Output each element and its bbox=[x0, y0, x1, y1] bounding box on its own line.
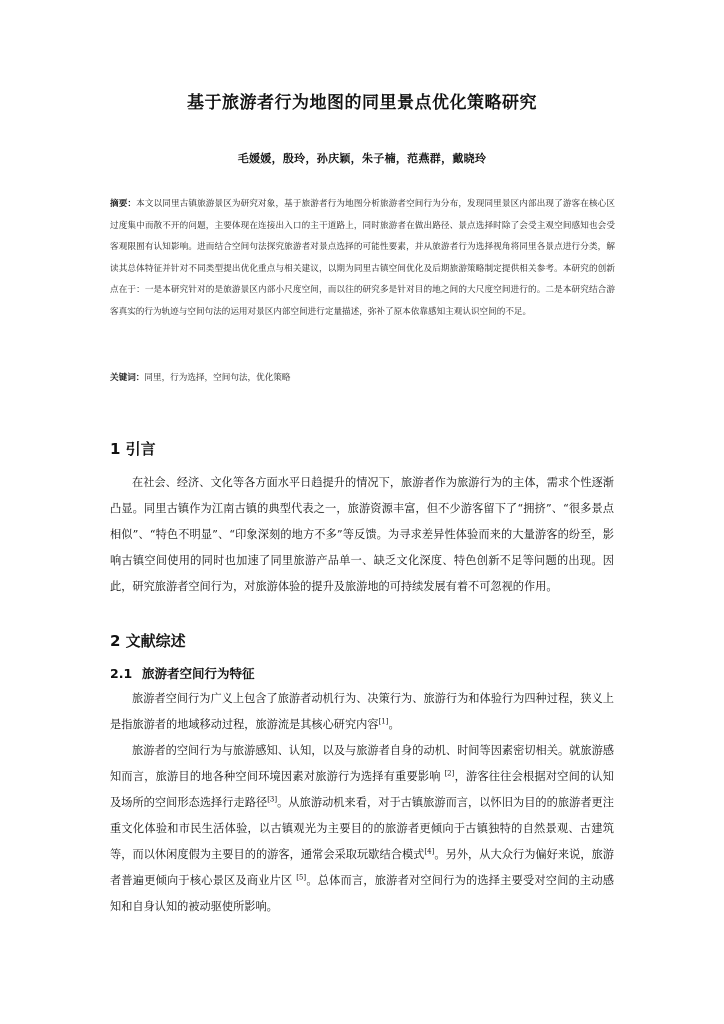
section-1-paragraph: 在社会、经济、文化等各方面水平日趋提升的情况下，旅游者作为旅游行为的主体，需求个性逐渐凸显。同里古镇作为江南古镇的典型代表之一，旅游资源丰富，但不少游客留下了“拥挤”、“很多景点相似”、“特色不明显”、“印象深刻的地方不多”等反馈。为寻求差异性体验而来的大量游客的纷至，影响古镇空间使用的同时也加速了同里旅游产品单一、缺乏文化深度、特色创新不足等问题的出现。因此，研究旅游者空间行为，对旅游体验的提升及旅游地的可持续发展有着不可忽视的作用。 bbox=[110, 476, 614, 593]
keywords-text: 同里，行为选择，空间句法，优化策略 bbox=[144, 373, 291, 383]
subsection-number: 2.1 bbox=[110, 666, 133, 681]
section-1-heading: 1 引言 bbox=[110, 440, 156, 458]
paragraph-text: 旅游者空间行为广义上包含了旅游者动机行为、决策行为、旅游行为和体验行为四种过程，狭义上是指旅游者的地域移动过程，旅游流是其核心研究内容 bbox=[110, 692, 614, 731]
paragraph-text: 。总体而言，旅游者对空间行为的选择主要受对空间的主动感知和自身认知的被动驱使所影响。 bbox=[110, 874, 614, 913]
paragraph-text: 旅游者的空间行为与旅游感知、认知，以及与旅游者自身的动机、时间等因素密切相关。就旅游感知而言，旅游目的地各种空间环境因素对旅游行为选择有重要影响 bbox=[110, 744, 614, 783]
abstract bbox=[110, 194, 615, 323]
paragraph-text: 。 bbox=[388, 718, 400, 731]
paper-title: 基于旅游者行为地图的同里景点优化策略研究 bbox=[187, 93, 537, 113]
abstract-label: 摘要： bbox=[110, 199, 137, 209]
paragraph-text: 。另外，从大众行为偏好来说，旅游者普遍更倾向于核心景区及商业片区 bbox=[110, 848, 614, 887]
paragraph-text: ，游客往往会根据对空间的认知及场所的空间形态选择行走路径 bbox=[110, 770, 614, 809]
abstract-text: 本文以同里古镇旅游景区为研究对象，基于旅游者行为地图分析旅游者空间行为分布，发现同里景区内部出现了游客在核心区过度集中而散不开的问题，主要体现在连接出入口的主干道路上，同时旅游者在做出路径、景点选择时除了会受主观空间感知也会受客观限囿有认知影响。进而结合空间句法探究旅游者对景点选择的可能性要素，并从旅游者行为选择视角将同里各景点进行分类，解读其总体特征并针对不同类型提出优化重点与相关建议，以期为同里古镇空间优化及后期旅游策略制定提供相关参考。本研究的创新点在于：一是本研究针对的是旅游景区内部小尺度空间，而以往的研究多是针对目的地之间的大尺度空间进行的。二是本研究结合游客真实的行为轨迹与空间句法的运用对景区内部空间进行定量描述，弥补了原本依靠感知主观认识空间的不足。 bbox=[110, 199, 615, 317]
keywords-label: 关键词： bbox=[110, 373, 145, 383]
subsection-2-1-paragraph-2 bbox=[110, 738, 614, 920]
paragraph-text: 。从旅游动机来看，对于古镇旅游而言，以怀旧为目的的旅游者更注重文化体验和市民生活体验，以古镇观光为主要目的的旅游者更倾向于古镇独特的自然景观、古建筑等，而以休闲度假为主要目的的游客，通常会采取玩歇结合模式 bbox=[110, 796, 614, 861]
citation: [3] bbox=[267, 795, 278, 804]
keywords bbox=[110, 368, 615, 389]
section-2-heading: 2 文献综述 bbox=[110, 632, 186, 650]
citation: [4] bbox=[424, 847, 435, 856]
subsection-2-1-heading bbox=[110, 664, 255, 682]
citation: [5] bbox=[296, 873, 307, 882]
author-list: 毛媛媛，殷玲，孙庆颖，朱子楠，范燕群，戴晓玲 bbox=[237, 152, 487, 165]
citation: [2] bbox=[444, 769, 455, 778]
subsection-2-1-paragraph-1 bbox=[110, 686, 614, 738]
subsection-title: 旅游者空间行为特征 bbox=[142, 666, 255, 681]
citation: [1] bbox=[378, 717, 389, 726]
